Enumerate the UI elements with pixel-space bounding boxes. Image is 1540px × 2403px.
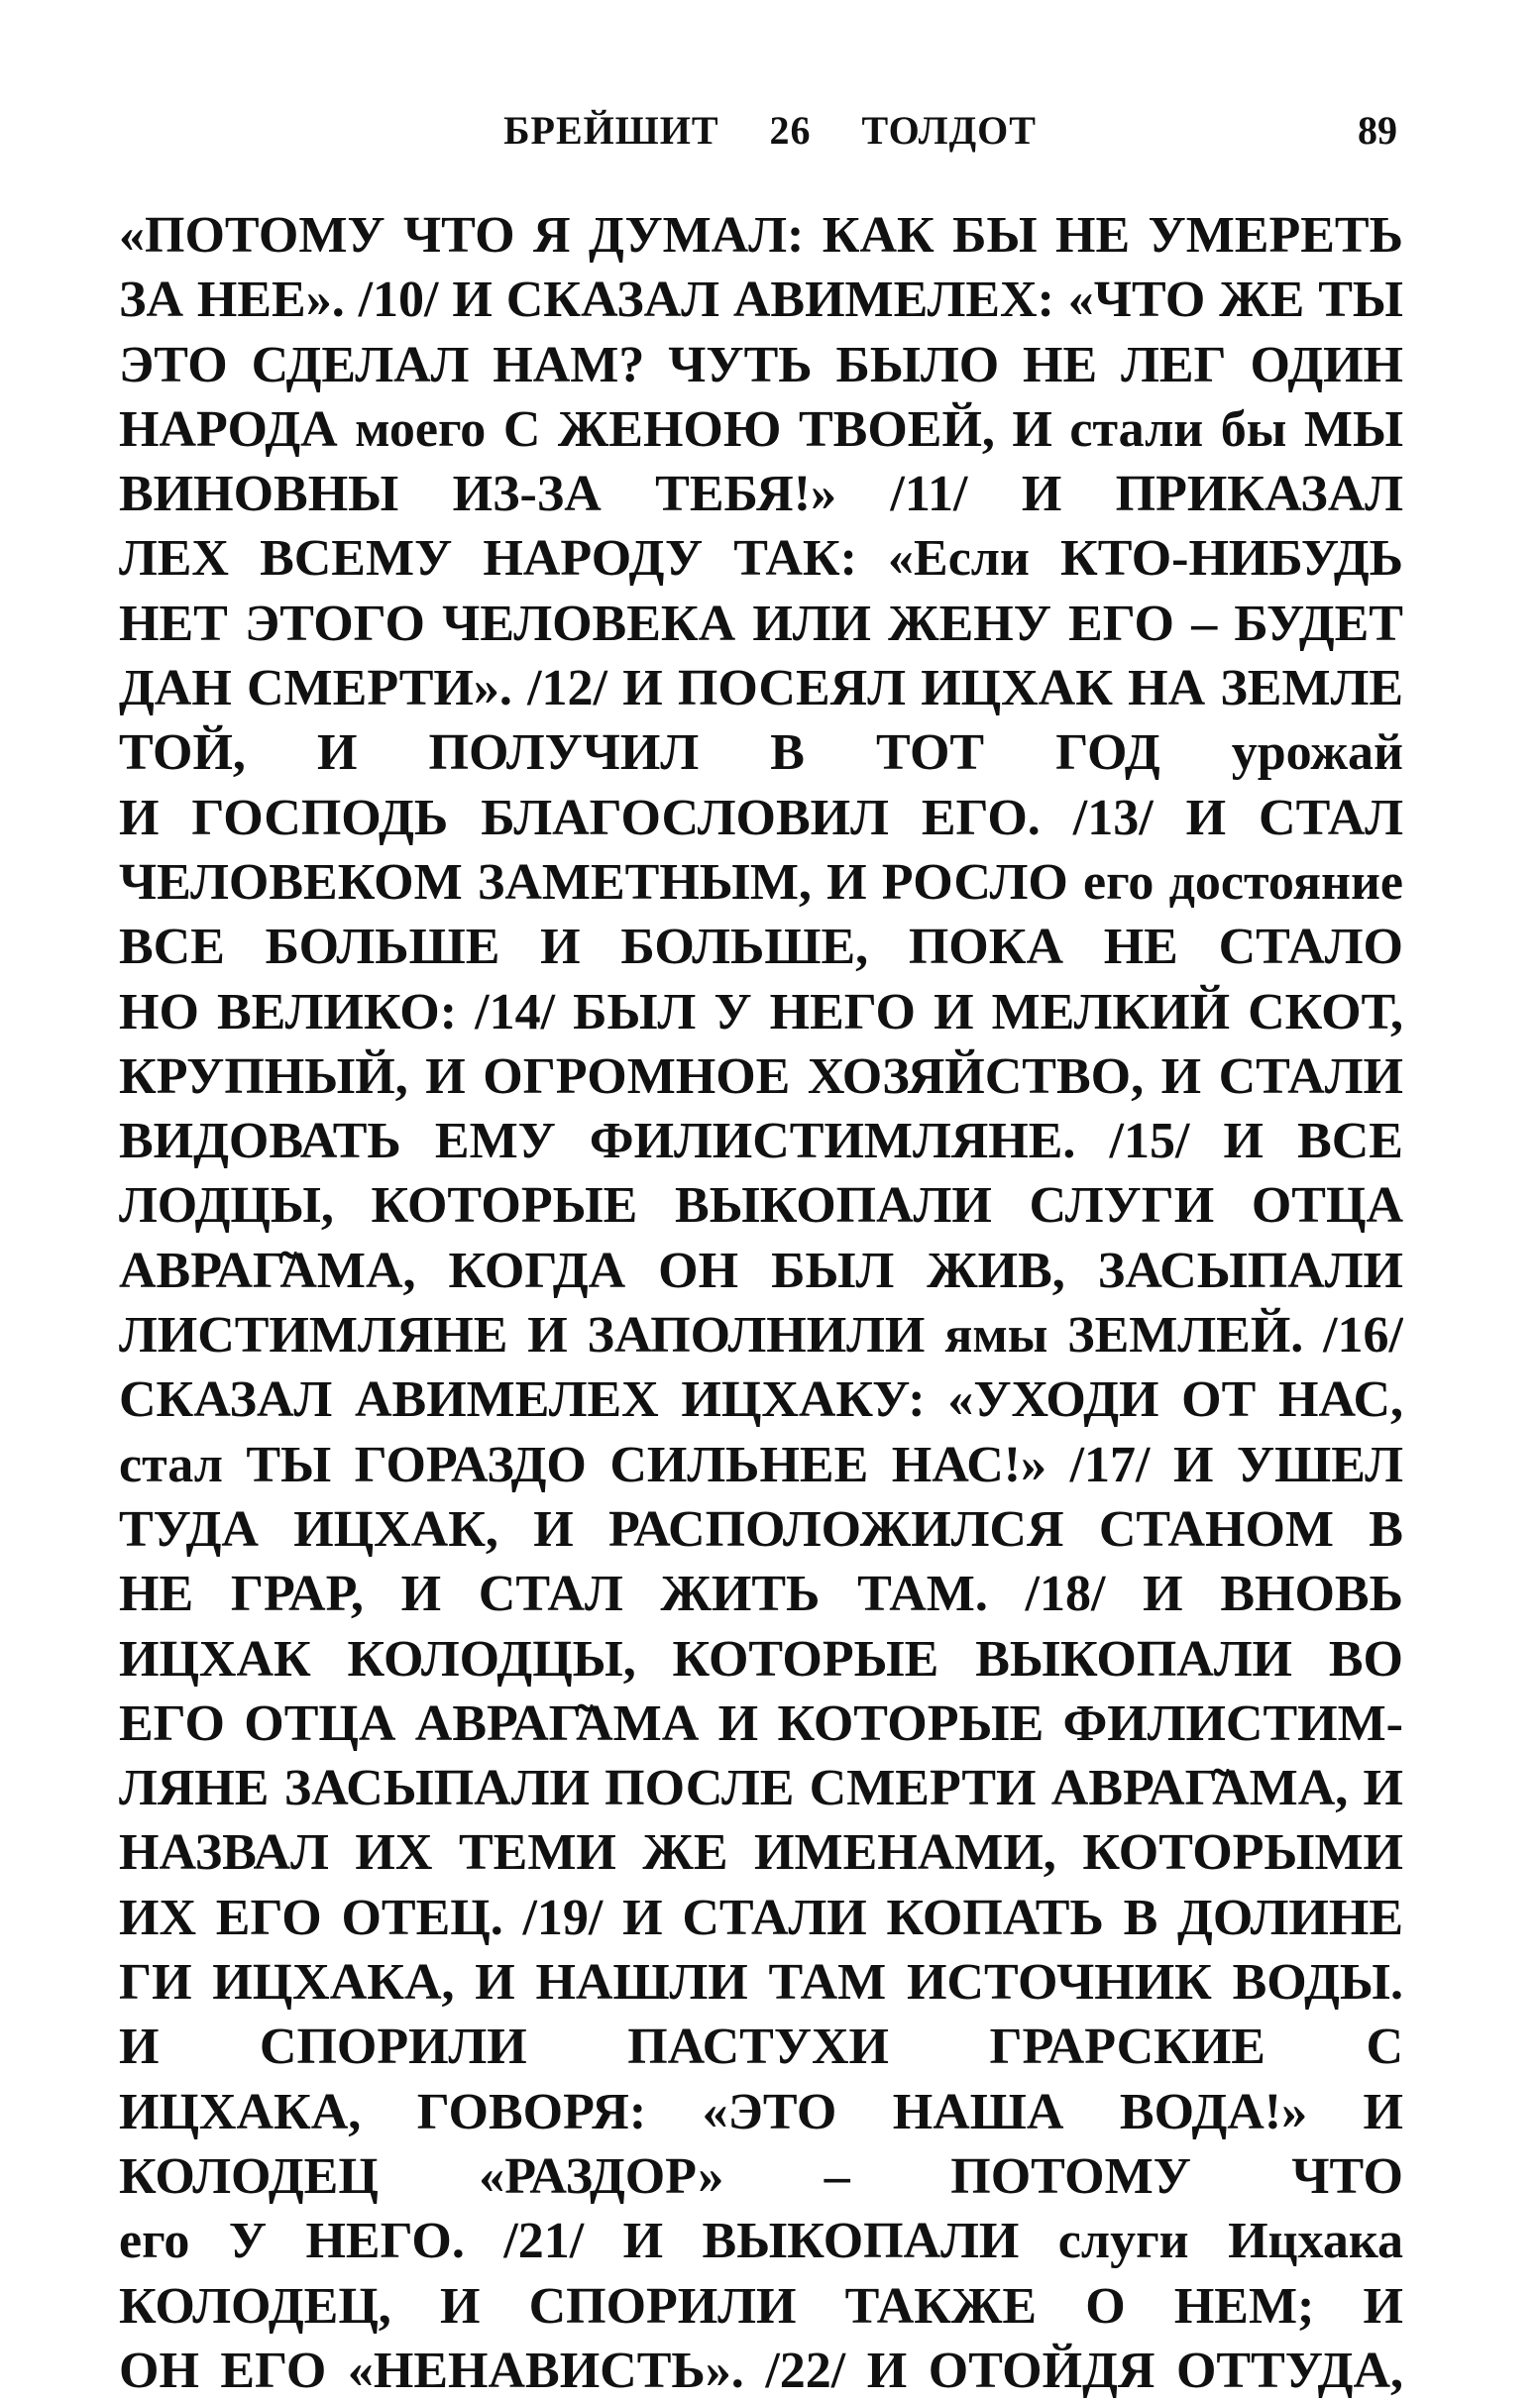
- text-line: И ГОСПОДЬ БЛАГОСЛОВИЛ ЕГО. /13/ И СТАЛ: [119, 789, 1403, 846]
- text-line: ЛЕХ ВСЕМУ НАРОДУ ТАК: «Если КТО-НИБУДЬ: [119, 530, 1403, 588]
- text-line: ЭТО СДЕЛАЛ НАМ? ЧУТЬ БЫЛО НЕ ЛЕГ ОДИН: [119, 336, 1403, 393]
- text-line: ТОЙ, И ПОЛУЧИЛ В ТОТ ГОД урожай: [119, 724, 1403, 782]
- text-line: ТУДА ИЦХАК, И РАСПОЛОЖИЛСЯ СТАНОМ В: [119, 1500, 1403, 1558]
- text-line: ЧЕЛОВЕКОМ ЗАМЕТНЫМ, И РОСЛО его достояние: [119, 853, 1403, 911]
- text-line: И СПОРИЛИ ПАСТУХИ ГРАРСКИЕ С: [119, 2019, 1403, 2076]
- text-line: ЗА НЕЕ». /10/ И СКАЗАЛ АВИМЕЛЕХ: «ЧТО ЖЕ ТЫ: [119, 272, 1403, 329]
- text-line: НЕТ ЭТОГО ЧЕЛОВЕКА ИЛИ ЖЕНУ ЕГО – БУДЕТ: [119, 595, 1403, 652]
- text-line: ГИ ИЦХАКА, И НАШЛИ ТАМ ИСТОЧНИК ВОДЫ.: [119, 1954, 1403, 2012]
- page-number: 89: [1358, 108, 1397, 153]
- text-line: стал ТЫ ГОРАЗДО СИЛЬНЕЕ НАС!» /17/ И УШЕЛ: [119, 1436, 1403, 1493]
- text-line: ИЦХАК КОЛОДЦЫ, КОТОРЫЕ ВЫКОПАЛИ ВО: [119, 1630, 1403, 1688]
- book-title: БРЕЙШИТ: [503, 108, 719, 153]
- text-line: его У НЕГО. /21/ И ВЫКОПАЛИ слуги Ицхака: [119, 2213, 1403, 2270]
- text-line: ЛИСТИМЛЯНЕ И ЗАПОЛНИЛИ ямы ЗЕМЛЕЙ. /16/: [119, 1307, 1403, 1365]
- text-line: ИЦХАКА, ГОВОРЯ: «ЭТО НАША ВОДА!» И: [119, 2083, 1403, 2140]
- text-line: НО ВЕЛИКО: /14/ БЫЛ У НЕГО И МЕЛКИЙ СКОТ,: [119, 983, 1403, 1040]
- text-line: ДАН СМЕРТИ». /12/ И ПОСЕЯЛ ИЦХАК НА ЗЕМЛЕ: [119, 660, 1403, 717]
- text-line: НЕ ГРАР, И СТАЛ ЖИТЬ ТАМ. /18/ И ВНОВЬ: [119, 1566, 1403, 1623]
- page-header: [0, 107, 1540, 166]
- chapter-number: 26: [769, 108, 812, 153]
- text-line: ИХ ЕГО ОТЕЦ. /19/ И СТАЛИ КОПАТЬ В ДОЛИНЕ: [119, 1889, 1403, 1946]
- text-line: ВСЕ БОЛЬШЕ И БОЛЬШЕ, ПОКА НЕ СТАЛО: [119, 919, 1403, 976]
- text-line: НАРОДА моего С ЖЕНОЮ ТВОЕЙ, И стали бы МЫ: [119, 400, 1403, 458]
- text-line: КОЛОДЕЦ «РАЗДОР» – ПОТОМУ ЧТО: [119, 2147, 1403, 2205]
- text-line: АВРАГ̃АМА, КОГДА ОН БЫЛ ЖИВ, ЗАСЫПАЛИ: [119, 1242, 1403, 1299]
- text-line: СКАЗАЛ АВИМЕЛЕХ ИЦХАКУ: «УХОДИ ОТ НАС,: [119, 1371, 1403, 1429]
- text-line: ЛОДЦЫ, КОТОРЫЕ ВЫКОПАЛИ СЛУГИ ОТЦА: [119, 1177, 1403, 1235]
- text-line: ОН ЕГО «НЕНАВИСТЬ». /22/ И ОТОЙДЯ ОТТУДА,: [119, 2342, 1403, 2399]
- text-line: ВИДОВАТЬ ЕМУ ФИЛИСТИМЛЯНЕ. /15/ И ВСЕ: [119, 1113, 1403, 1170]
- portion-title: ТОЛДОТ: [861, 108, 1037, 153]
- text-line: КОЛОДЕЦ, И СПОРИЛИ ТАКЖЕ О НЕМ; И: [119, 2277, 1403, 2335]
- text-line: НАЗВАЛ ИХ ТЕМИ ЖЕ ИМЕНАМИ, КОТОРЫМИ: [119, 1824, 1403, 1882]
- text-line: ЛЯНЕ ЗАСЫПАЛИ ПОСЛЕ СМЕРТИ АВРАГ̃АМА, И: [119, 1760, 1403, 1817]
- body-text: [119, 203, 1403, 2403]
- text-line: ЕГО ОТЦА АВРАГ̃АМА И КОТОРЫЕ ФИЛИСТИМ-: [119, 1694, 1403, 1752]
- running-head: [0, 107, 1540, 154]
- text-line: КРУПНЫЙ, И ОГРОМНОЕ ХОЗЯЙСТВО, И СТАЛИ: [119, 1047, 1403, 1105]
- text-line: «ПОТОМУ ЧТО Я ДУМАЛ: КАК БЫ НЕ УМЕРЕТЬ: [119, 207, 1403, 264]
- text-line: ВИНОВНЫ ИЗ-ЗА ТЕБЯ!» /11/ И ПРИКАЗАЛ: [119, 466, 1403, 523]
